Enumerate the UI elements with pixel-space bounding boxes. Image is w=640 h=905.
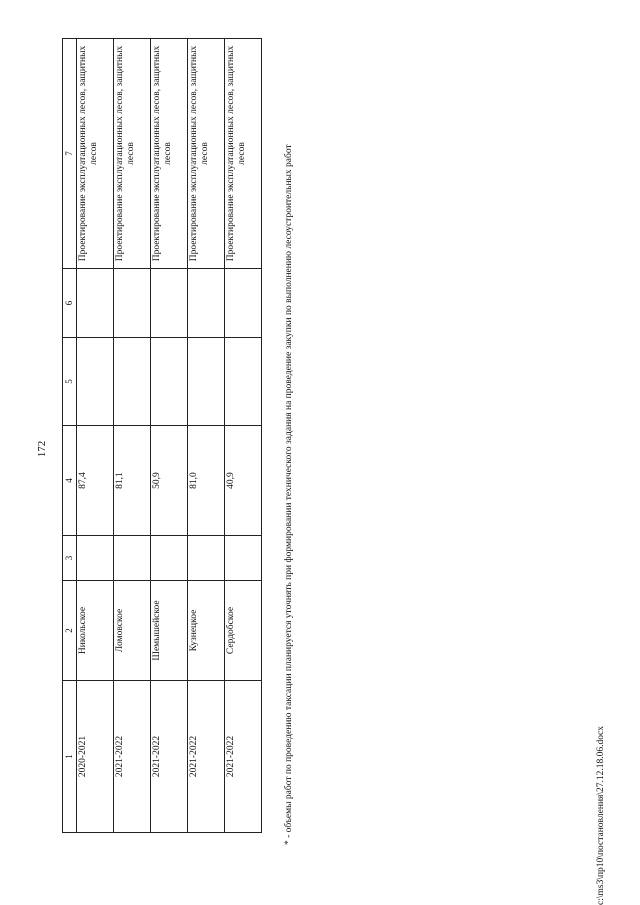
column-header: 5 [63,338,77,426]
column-3-cell [188,536,225,581]
column-header: 6 [63,269,77,338]
forestry-name-cell: Никольское [77,581,114,681]
forest-planning-table [62,38,262,833]
column-3-cell [151,536,188,581]
purpose-cell: Проектирование эксплуатационных лесов, защитных лесов [188,39,225,269]
table-row [225,39,262,833]
purpose-cell: Проектирование эксплуатационных лесов, защитных лесов [114,39,151,269]
purpose-cell: Проектирование эксплуатационных лесов, защитных лесов [225,39,262,269]
page-number: 172 [36,440,48,458]
file-path: c:\ms3\пр10\постановления\27.12.18.06.docx [596,725,606,905]
column-header: 7 [63,39,77,269]
forestry-name-cell: Ломовское [114,581,151,681]
years-cell: 2021-2022 [151,681,188,833]
column-3-cell [114,536,151,581]
table-row [77,39,114,833]
column-6-cell [114,269,151,338]
column-5-cell [114,338,151,426]
column-5-cell [151,338,188,426]
years-cell: 2021-2022 [225,681,262,833]
value-cell: 81,0 [188,426,225,536]
table-row [114,39,151,833]
value-cell: 40,9 [225,426,262,536]
years-cell: 2020-2021 [77,681,114,833]
table-row [151,39,188,833]
column-5-cell [188,338,225,426]
purpose-cell: Проектирование эксплуатационных лесов, защитных лесов [77,39,114,269]
value-cell: 81,1 [114,426,151,536]
footnote: * - объемы работ по проведению таксации планируется уточнять при формировании технического задания на проведение закупки по выполнению лесоустроительных работ [284,144,294,845]
forestry-name-cell: Сердобское [225,581,262,681]
table-row [188,39,225,833]
column-header: 3 [63,536,77,581]
column-6-cell [151,269,188,338]
column-6-cell [77,269,114,338]
value-cell: 50,9 [151,426,188,536]
years-cell: 2021-2022 [114,681,151,833]
column-3-cell [77,536,114,581]
column-5-cell [225,338,262,426]
forestry-name-cell: Шемышейское [151,581,188,681]
column-header: 1 [63,681,77,833]
column-header: 4 [63,426,77,536]
column-5-cell [77,338,114,426]
value-cell: 87,4 [77,426,114,536]
column-6-cell [225,269,262,338]
column-6-cell [188,269,225,338]
years-cell: 2021-2022 [188,681,225,833]
column-header: 2 [63,581,77,681]
table-header-row [63,39,77,833]
purpose-cell: Проектирование эксплуатационных лесов, защитных лесов [151,39,188,269]
column-3-cell [225,536,262,581]
forestry-name-cell: Кузнецкое [188,581,225,681]
